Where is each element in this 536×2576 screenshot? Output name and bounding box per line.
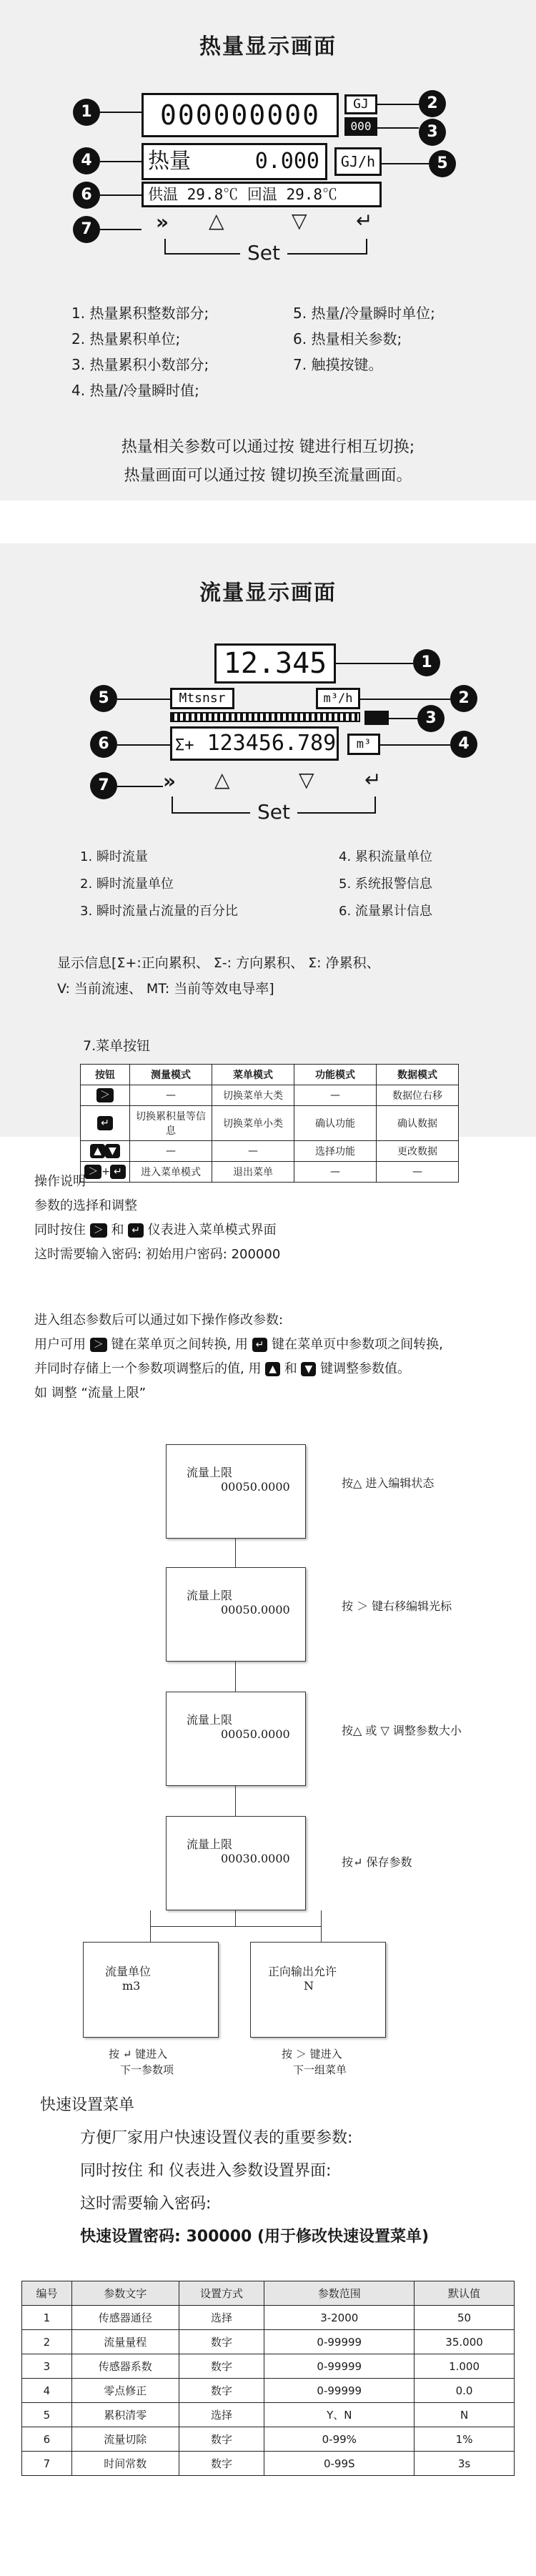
flow-split-top xyxy=(150,1926,322,1927)
heat-callout-6: 6 xyxy=(73,182,100,209)
table-cell: 0.0 xyxy=(415,2379,515,2403)
heat-callout-3: 3 xyxy=(419,119,446,146)
step-label: 流量上限 xyxy=(187,1713,233,1727)
branch-value: m3 xyxy=(122,1979,141,1993)
step-value: 00050.0000 xyxy=(221,1480,290,1494)
quick-line-2: 同时按住 和 仪表进入参数设置界面: xyxy=(80,2162,332,2180)
heat-set-label: Set xyxy=(240,242,287,265)
table-row xyxy=(22,2330,515,2354)
legend-item: 6. 流量累计信息 xyxy=(339,904,432,919)
table-cell: 传感器系数 xyxy=(71,2354,179,2379)
ops-line-4: 进入组态参数后可以通过如下操作修改参数: xyxy=(34,1313,284,1328)
heat-lcd-main xyxy=(142,143,327,180)
table-cell: — xyxy=(130,1085,212,1106)
ops-line-1: 参数的选择和调整 xyxy=(34,1198,137,1213)
quick-settings-table xyxy=(21,2281,515,2476)
legend-item: 4. 累积流量单位 xyxy=(339,849,432,864)
table-cell: Y、N xyxy=(264,2403,415,2427)
quick-line-1: 方便厂家用户快速设置仪表的重要参数: xyxy=(80,2129,353,2147)
table-cell: 2 xyxy=(22,2330,72,2354)
table-cell: 数字 xyxy=(179,2354,264,2379)
step-value: 00050.0000 xyxy=(221,1603,290,1617)
table-cell: 零点修正 xyxy=(71,2379,179,2403)
flow-lcd-unit2: m³ xyxy=(347,734,380,755)
table-cell: 切换累积量等信息 xyxy=(130,1106,212,1141)
table-cell xyxy=(81,1085,130,1106)
flow-branch-left-note xyxy=(109,2046,174,2078)
table-cell xyxy=(81,1106,130,1141)
legend-item: 3. 瞬时流量占流量的百分比 xyxy=(80,904,238,919)
table-cell: 编号 xyxy=(22,2281,72,2306)
heat-key-enter-icon[interactable]: ↵ xyxy=(356,209,373,232)
table-cell: 50 xyxy=(415,2306,515,2330)
table-cell: 更改数据 xyxy=(377,1141,459,1162)
heat-callout-1-line xyxy=(100,112,142,113)
table-cell: 5 xyxy=(22,2403,72,2427)
ops-text: 用户可用 xyxy=(34,1337,86,1352)
table-cell: 功能模式 xyxy=(294,1065,377,1085)
table-row xyxy=(81,1162,459,1183)
heat-key-up-icon[interactable]: △ xyxy=(209,209,224,232)
table-cell: 测量模式 xyxy=(130,1065,212,1085)
step-value: 00050.0000 xyxy=(221,1727,290,1741)
table-cell: 切换菜单小类 xyxy=(212,1106,294,1141)
legend-item: 2. 瞬时流量单位 xyxy=(80,877,174,892)
flow-key-down-icon[interactable]: ▽ xyxy=(299,768,314,791)
ops-title: 操作说明 xyxy=(34,1174,86,1189)
note-line: 按 ↵ 键进入 xyxy=(109,2048,168,2061)
key-enter-icon[interactable]: ↵ xyxy=(110,1165,126,1179)
heat-callout-3-line xyxy=(377,127,419,129)
heat-callout-7: 7 xyxy=(73,216,100,243)
legend-item: 5. 热量/冷量瞬时单位; xyxy=(293,305,435,322)
table-header xyxy=(22,2281,515,2306)
flow-total-prefix: Σ+ xyxy=(175,736,194,754)
ops-text: 同时按住 xyxy=(34,1223,86,1238)
table-cell: 数据位右移 xyxy=(377,1085,459,1106)
ops-text: 仪表进入菜单模式界面 xyxy=(147,1223,277,1238)
key-right-icon[interactable]: ＞ xyxy=(84,1165,101,1179)
table-cell: 3-2000 xyxy=(264,2306,415,2330)
heat-lcd-gj: GJ xyxy=(344,94,377,114)
key-enter-icon[interactable]: ↵ xyxy=(128,1223,144,1238)
table-row xyxy=(22,2452,515,2476)
flow-branch-left xyxy=(83,1942,219,2038)
heat-callout-1: 1 xyxy=(73,99,100,126)
table-cell: 累积清零 xyxy=(71,2403,179,2427)
heat-lcd-temps: 供温 29.8℃ 回温 29.8℃ xyxy=(142,182,382,207)
step-label: 流量上限 xyxy=(187,1837,233,1851)
table-cell: 选择 xyxy=(179,2403,264,2427)
key-right-icon[interactable]: ＞ xyxy=(90,1223,107,1238)
ops-line-7: 如 调整 “流量上限” xyxy=(34,1386,147,1401)
table-cell: 流量量程 xyxy=(71,2330,179,2354)
table-cell: 0-99999 xyxy=(264,2354,415,2379)
table-cell: 1% xyxy=(415,2427,515,2452)
flow-callout-3: 3 xyxy=(417,705,445,732)
legend-item: 6. 热量相关参数; xyxy=(293,330,402,347)
table-cell: 参数文字 xyxy=(71,2281,179,2306)
table-row xyxy=(81,1141,459,1162)
legend-item: 1. 热量累积整数部分; xyxy=(71,305,209,322)
flow-split-stem xyxy=(235,1910,236,1926)
table-cell: — xyxy=(130,1141,212,1162)
heat-callout-6-line xyxy=(100,194,142,196)
key-enter-icon[interactable]: ↵ xyxy=(252,1338,268,1352)
key-up-icon[interactable]: ▲ xyxy=(265,1362,280,1376)
heat-callout-5-line xyxy=(382,163,429,164)
flow-step-4-note: 按↵ 保存参数 xyxy=(342,1855,412,1869)
flow-lcd-total xyxy=(170,726,339,761)
key-up-icon[interactable]: ▲ xyxy=(90,1144,105,1158)
table-cell: 0-99S xyxy=(264,2452,415,2476)
flow-arrow xyxy=(235,1539,236,1567)
key-right-icon[interactable]: ＞ xyxy=(90,1338,107,1352)
heat-value-label: 热量 xyxy=(148,149,191,174)
ops-text: 并同时存储上一个参数项调整后的值, 用 xyxy=(34,1361,262,1376)
table-cell: 1 xyxy=(22,2306,72,2330)
flow-callout-6: 6 xyxy=(90,731,117,758)
table-row xyxy=(22,2306,515,2330)
flow-callout-7: 7 xyxy=(90,772,117,799)
heat-lcd-gjh: GJ/h xyxy=(334,147,382,176)
ops-text: 和 xyxy=(111,1223,124,1238)
heat-lcd-small: 000 xyxy=(344,117,377,136)
menu-title: 7.菜单按钮 xyxy=(80,1035,153,1057)
flow-step-4 xyxy=(166,1816,306,1910)
heat-callout-7-line xyxy=(100,229,142,230)
quick-line-4: 快速设置密码: 300000 (用于修改快速设置菜单) xyxy=(80,2228,430,2246)
ops-text: 和 xyxy=(284,1361,297,1376)
table-cell: 数字 xyxy=(179,2379,264,2403)
table-cell: 退出菜单 xyxy=(212,1162,294,1183)
heat-callout-4-line xyxy=(100,161,142,162)
ops-line-3: 这时需要输入密码: 初始用户密码: 200000 xyxy=(34,1247,281,1262)
flow-step-1-note: 按△ 进入编辑状态 xyxy=(342,1476,435,1490)
heat-legend-right xyxy=(293,300,435,377)
ops-line-2 xyxy=(34,1218,277,1243)
table-row xyxy=(22,2403,515,2427)
table-cell: 35.000 xyxy=(415,2330,515,2354)
table-cell: 默认值 xyxy=(415,2281,515,2306)
table-cell: 选择 xyxy=(179,2306,264,2330)
flow-legend-left xyxy=(80,844,238,925)
ops-line-5 xyxy=(34,1333,443,1357)
key-down-icon[interactable]: ▼ xyxy=(301,1362,316,1376)
flow-callout-3-line xyxy=(389,718,417,719)
table-cell: 7 xyxy=(22,2452,72,2476)
flow-step-3 xyxy=(166,1692,306,1786)
table-cell: 0-99999 xyxy=(264,2330,415,2354)
heat-callout-2-line xyxy=(377,104,419,105)
table-cell: — xyxy=(294,1162,377,1183)
table-cell: 传感器通径 xyxy=(71,2306,179,2330)
quick-title: 快速设置菜单 xyxy=(40,2096,135,2114)
table-cell: 数字 xyxy=(179,2452,264,2476)
flow-callout-5: 5 xyxy=(90,685,117,712)
table-row xyxy=(81,1106,459,1141)
flow-title: 流量显示画面 xyxy=(199,581,337,606)
flow-callout-5-line xyxy=(117,699,170,700)
table-cell: 切换菜单大类 xyxy=(212,1085,294,1106)
flow-percent-bar xyxy=(170,712,360,722)
table-row xyxy=(22,2354,515,2379)
table-row xyxy=(22,2427,515,2452)
table-cell: 选择功能 xyxy=(294,1141,377,1162)
table-cell: 6 xyxy=(22,2427,72,2452)
legend-item: 1. 瞬时流量 xyxy=(80,849,148,864)
note-line: 按 ＞ 键进入 xyxy=(282,2048,342,2061)
table-cell: 4 xyxy=(22,2379,72,2403)
flow-step-3-note: 按△ 或 ▽ 调整参数大小 xyxy=(342,1724,462,1737)
table-cell: 菜单模式 xyxy=(212,1065,294,1085)
flow-key-up-icon[interactable]: △ xyxy=(214,768,230,791)
table-header xyxy=(81,1065,459,1085)
heat-value: 0.000 xyxy=(254,149,319,174)
flow-lcd-unit1: m³/h xyxy=(316,688,360,709)
table-cell xyxy=(81,1141,130,1162)
flow-callout-4: 4 xyxy=(450,731,477,758)
flow-step-1 xyxy=(166,1444,306,1539)
table-cell: 3s xyxy=(415,2452,515,2476)
step-value: 00030.0000 xyxy=(221,1852,290,1865)
flow-callout-6-line xyxy=(117,744,170,746)
ops-line-6 xyxy=(34,1357,410,1381)
ops-text: 键调整参数值。 xyxy=(319,1361,410,1376)
heat-callout-5: 5 xyxy=(429,150,456,177)
flow-branch-right-note xyxy=(282,2046,347,2078)
table-cell: — xyxy=(294,1085,377,1106)
plus-sign: + xyxy=(101,1166,110,1178)
flow-callout-2: 2 xyxy=(450,685,477,712)
flow-info-1: 显示信息[Σ+:正向累积、 Σ-: 方向累积、 Σ: 净累积、 xyxy=(57,955,380,971)
flow-lcd-alarm: Mtsnsr xyxy=(170,688,234,709)
key-enter-icon[interactable]: ↵ xyxy=(97,1116,113,1130)
flow-key-enter-icon[interactable]: ↵ xyxy=(364,768,382,791)
flow-callout-2-line xyxy=(360,699,450,700)
flow-callout-1-line xyxy=(336,663,413,664)
table-cell: 确认功能 xyxy=(294,1106,377,1141)
branch-label: 正向输出允许 xyxy=(268,1965,337,1978)
table-cell xyxy=(81,1162,130,1183)
table-cell: 按钮 xyxy=(81,1065,130,1085)
legend-item: 2. 热量累积单位; xyxy=(71,330,181,347)
legend-item: 7. 触摸按键。 xyxy=(293,356,383,373)
table-cell: — xyxy=(377,1162,459,1183)
legend-item: 4. 热量/冷量瞬时值; xyxy=(71,382,199,399)
step-label: 流量上限 xyxy=(187,1466,233,1479)
heat-title: 热量显示画面 xyxy=(199,34,337,59)
heat-lcd-top: 000000000 xyxy=(142,93,339,137)
table-cell: 数字 xyxy=(179,2330,264,2354)
heat-key-right-icon[interactable]: » xyxy=(156,210,169,234)
step-label: 流量上限 xyxy=(187,1589,233,1602)
heat-legend-left xyxy=(71,300,209,403)
flow-set-label: Set xyxy=(250,801,297,824)
flow-lcd-rate: 12.345 xyxy=(214,643,336,684)
ops-text: 键在菜单页之间转换, 用 xyxy=(111,1337,248,1352)
flow-callout-4-line xyxy=(380,744,450,746)
table-cell: 时间常数 xyxy=(71,2452,179,2476)
flow-callout-7-line xyxy=(117,786,163,787)
table-cell: 设置方式 xyxy=(179,2281,264,2306)
flow-percent-icon xyxy=(364,711,389,725)
heat-key-down-icon[interactable]: ▽ xyxy=(292,209,307,232)
flow-arrow xyxy=(235,1786,236,1816)
flow-callout-1: 1 xyxy=(413,649,440,676)
flow-arrow xyxy=(235,1662,236,1692)
table-cell: 数字 xyxy=(179,2427,264,2452)
legend-item: 3. 热量累积小数部分; xyxy=(71,356,209,373)
flow-total-value: 123456.789 xyxy=(207,731,337,756)
flow-branch-right xyxy=(250,1942,386,2038)
table-cell: 1.000 xyxy=(415,2354,515,2379)
flow-step-2 xyxy=(166,1567,306,1662)
note-line: 下一参数项 xyxy=(120,2063,174,2076)
table-cell: — xyxy=(212,1141,294,1162)
menu-button-table xyxy=(80,1064,459,1183)
flow-legend-right xyxy=(339,844,432,925)
heat-callout-4: 4 xyxy=(73,147,100,174)
heat-caption-2: 热量画面可以通过按 键切换至流量画面。 xyxy=(124,467,412,485)
heat-callout-2: 2 xyxy=(419,90,446,117)
table-cell: N xyxy=(415,2403,515,2427)
table-cell: 0-99999 xyxy=(264,2379,415,2403)
key-down-icon[interactable]: ▼ xyxy=(105,1144,120,1158)
table-row xyxy=(81,1085,459,1106)
heat-caption-1: 热量相关参数可以通过按 键进行相互切换; xyxy=(121,438,415,456)
table-row xyxy=(22,2379,515,2403)
flow-key-right-icon[interactable]: » xyxy=(163,769,177,793)
branch-value: N xyxy=(304,1979,314,1993)
key-right-icon[interactable]: ＞ xyxy=(96,1088,114,1102)
ops-text: 键在菜单页中参数项之间转换, xyxy=(272,1337,443,1352)
table-cell: 确认数据 xyxy=(377,1106,459,1141)
table-cell: 参数范围 xyxy=(264,2281,415,2306)
table-cell: 进入菜单模式 xyxy=(130,1162,212,1183)
table-cell: 流量切除 xyxy=(71,2427,179,2452)
branch-label: 流量单位 xyxy=(105,1965,152,1978)
legend-item: 5. 系统报警信息 xyxy=(339,877,432,892)
flow-step-2-note: 按 ＞ 键右移编辑光标 xyxy=(342,1599,452,1613)
note-line: 下一组菜单 xyxy=(293,2063,347,2076)
quick-line-3: 这时需要输入密码: xyxy=(80,2195,212,2213)
table-cell: 0-99% xyxy=(264,2427,415,2452)
flow-info-2: V: 当前流速、 MT: 当前等效电导率] xyxy=(57,981,274,997)
table-cell: 数据模式 xyxy=(377,1065,459,1085)
table-cell: 3 xyxy=(22,2354,72,2379)
